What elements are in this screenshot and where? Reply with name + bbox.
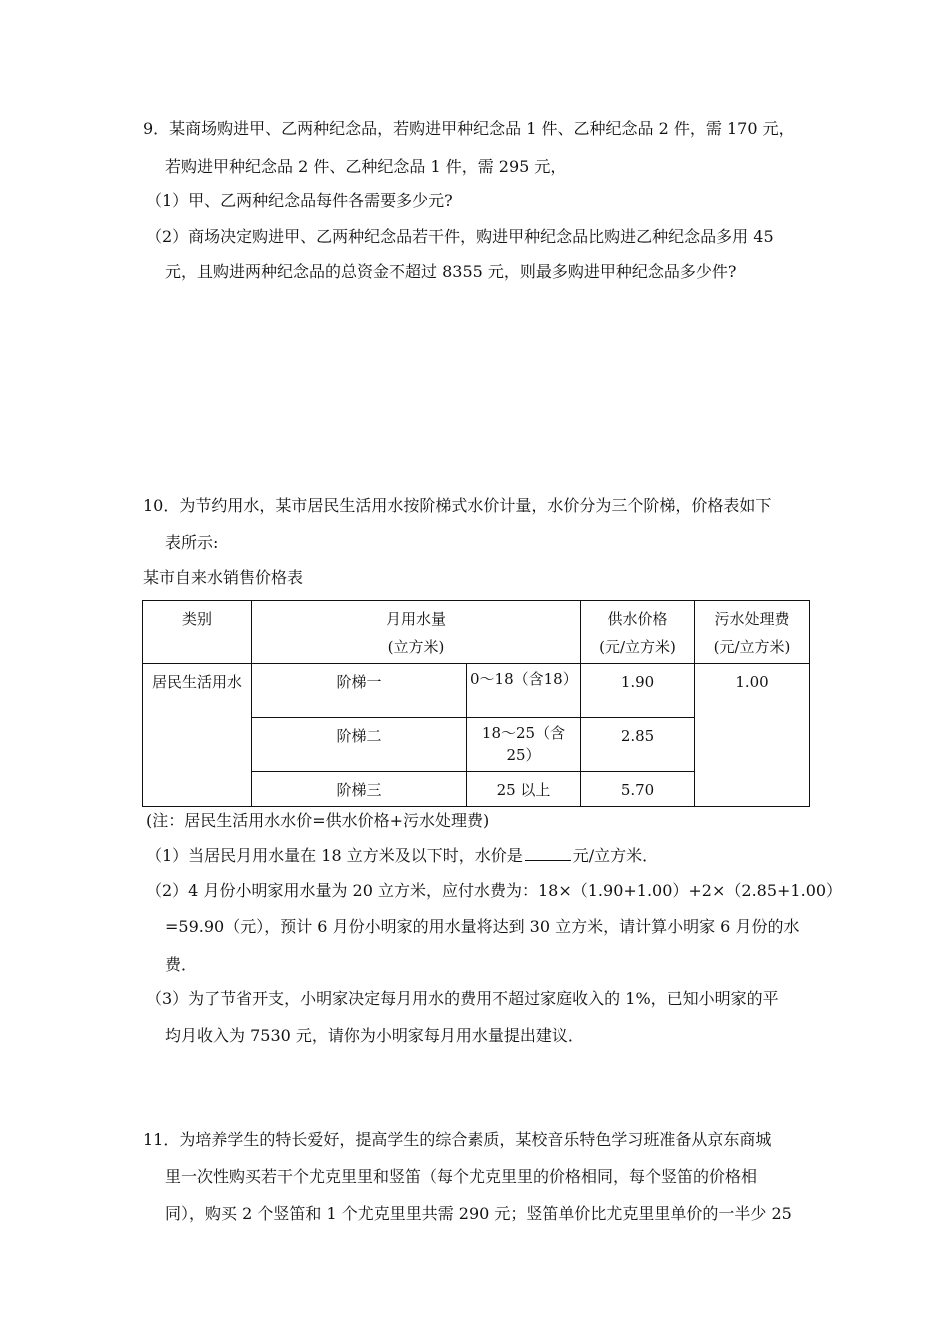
table-row [143,664,810,718]
sewage-fee-cell: 1.00 [695,664,810,807]
q10-part-1 [146,846,658,866]
tier-range: 18～25（含25） [467,718,581,772]
q9-part-1: （1）甲、乙两种纪念品每件各需要多少元? [146,191,453,210]
q9-part-2-line-1: （2）商场决定购进甲、乙两种纪念品若干件，购进甲种纪念品比购进乙种纪念品多用 45 [146,227,774,246]
q11-line-3: 同），购买 2 个竖笛和 1 个尤克里里共需 290 元；竖笛单价比尤克里里单价的一半少 25 [165,1204,792,1223]
q10-part-2-line-3: 费． [165,955,198,974]
header-sewage-fee: 污水处理费 (元/立方米) [695,601,810,664]
header-supply-price: 供水价格 (元/立方米) [581,601,695,664]
tier-range: 25 以上 [467,772,581,807]
tier-name: 阶梯一 [252,664,467,718]
q10-part-1-after: 元/立方米． [572,846,659,865]
q9-line-2: 若购进甲种纪念品 2 件、乙种纪念品 1 件，需 295 元， [165,157,567,176]
q11-line-1: 11．为培养学生的特长爱好，提高学生的综合素质，某校音乐特色学习班准备从京东商城 [143,1130,772,1149]
tier-name: 阶梯二 [252,718,467,772]
category-cell: 居民生活用水 [143,664,252,807]
water-price-table [142,600,810,807]
q9-line-1: 9．某商场购进甲、乙两种纪念品，若购进甲种纪念品 1 件、乙种纪念品 2 件，需 170 元， [143,119,795,138]
q11-line-2: 里一次性购买若干个尤克里里和竖笛（每个尤克里里的价格相同，每个竖笛的价格相 [165,1167,758,1186]
table-note: (注：居民生活用水水价=供水价格+污水处理费) [146,811,490,830]
tier-range: 0～18（含18） [467,664,581,718]
table-title: 某市自来水销售价格表 [143,568,304,587]
tier-price: 1.90 [581,664,695,718]
answer-blank[interactable] [525,846,571,861]
q10-part-2-line-1: （2）4 月份小明家用水量为 20 立方米，应付水费为：18×（1.90+1.00）+2×（2.85+1.00） [146,881,843,900]
q10-part-1-before: （1）当居民月用水量在 18 立方米及以下时，水价是 [146,846,523,865]
table-header-row [143,601,810,664]
q10-part-2-line-2: =59.90（元），预计 6 月份小明家的用水量将达到 30 立方米，请计算小明家 6 月份的水 [165,917,800,936]
q10-part-3-line-1: （3）为了节省开支，小明家决定每月用水的费用不超过家庭收入的 1%，已知小明家的平 [146,989,779,1008]
q10-part-3-line-2: 均月收入为 7530 元，请你为小明家每月用水量提出建议． [165,1026,584,1045]
q9-part-2-line-2: 元，且购进两种纪念品的总资金不超过 8355 元，则最多购进甲种纪念品多少件? [165,262,737,281]
tier-price: 5.70 [581,772,695,807]
tier-name: 阶梯三 [252,772,467,807]
header-usage: 月用水量 (立方米) [252,601,581,664]
header-category: 类别 [143,601,252,664]
q10-line-1: 10．为节约用水，某市居民生活用水按阶梯式水价计量，水价分为三个阶梯，价格表如下 [143,496,772,515]
tier-price: 2.85 [581,718,695,772]
q10-line-2: 表所示: [165,533,219,552]
